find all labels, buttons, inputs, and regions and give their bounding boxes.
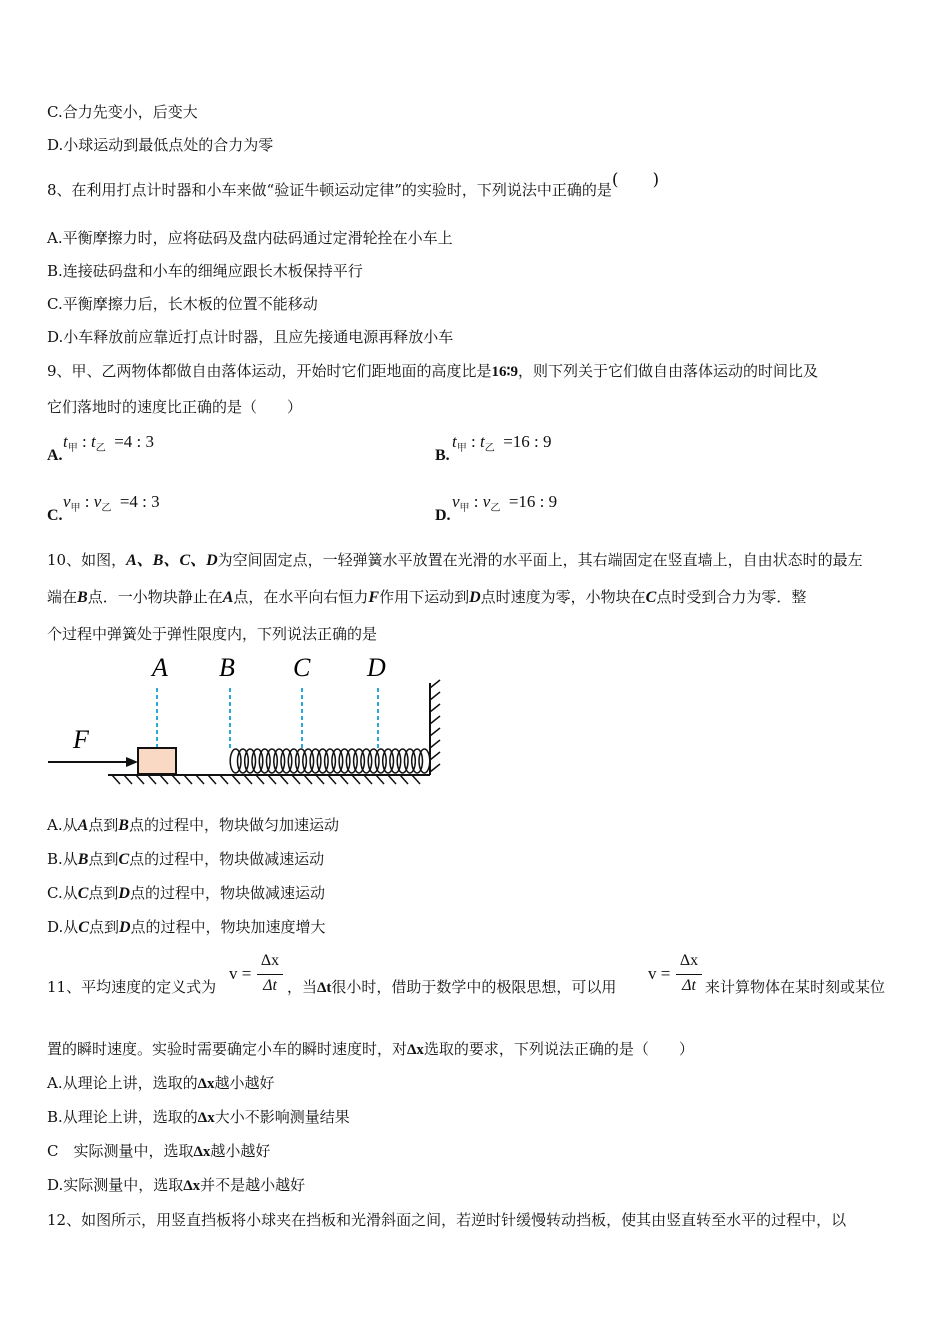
q9-height-ratio: 16∶9 [491,364,518,380]
q8-stem-text: 8、在利用打点计时器和小车来做“验证牛顿运动定律”的实验时，下列说法中正确的是 [47,181,612,199]
figure-label-d: D [367,653,386,682]
q8-option-d: D.小车释放前应靠近打点计时器，且应先接通电源再释放小车 [47,328,454,346]
q11-option-b: B.从理论上讲，选取的Δx大小不影响测量结果 [47,1108,350,1126]
q9-option-b-formula: $t_甲$ : $t_乙 =16$ : 9 [452,432,552,454]
q12-stem: 12、如图所示，用竖直挡板将小球夹在挡板和光滑斜面之间，若逆时针缓慢转动挡板，使其由竖直转至水平的过程中，以 [47,1211,847,1229]
figure-label-b: B [219,653,235,682]
q11-stem-line1-end: 来计算物体在某时刻或某位 [705,978,886,996]
q10-option-c: C.从C点到D点的过程中，物块做减速运动 [47,884,325,902]
q10-stem-line1: 10、如图，A、B、C、D为空间固定点，一轻弹簧水平放置在光滑的水平面上，其右端固定在竖直墙上，自由状态时的最左 [47,551,863,569]
q7-option-c: C.合力先变小，后变大 [47,103,198,121]
q11-stem-line1-mid: ，当Δt很小时，借助于数学中的极限思想，可以用 [287,978,617,996]
spring-coil [419,749,430,773]
q8-option-c: C.平衡摩擦力后，长木板的位置不能移动 [47,295,318,313]
q11-formula-lhs-2: v = [648,964,671,983]
q9-stem-line2: 它们落地时的速度比正确的是（ ） [47,398,303,416]
force-arrowhead [126,757,138,767]
figure-label-c: C [293,653,311,682]
q7-option-d: D.小球运动到最低点处的合力为零 [47,136,274,154]
q9-option-c-formula: $v_甲$ : $v_乙 =4$ : 3 [63,492,160,514]
q9-option-b-label: B. [435,447,450,464]
q8-answer-paren: ( ) [611,170,660,190]
block [138,748,176,774]
q10-points: A、B、C、D [126,552,218,569]
q9-option-a-label: A. [47,447,63,464]
wall-hatching [430,680,440,772]
q10-option-d: D.从C点到D点的过程中，物块加速度增大 [47,918,326,936]
figure-label-a: A [152,653,168,682]
q11-fraction-2: Δx Δt [676,952,702,998]
q8-option-b: B.连接砝码盘和小车的细绳应跟长木板保持平行 [47,262,363,280]
q10-stem-line2: 端在B点．一小物块静止在A点，在水平向右恒力F作用下运动到D点时速度为零，小物块在C点时受到合力为零．整 [47,588,807,606]
q9-option-a-formula: $t_甲$ : $t_乙 =4$ : 3 [63,432,155,454]
q11-fraction-1: Δx Δt [257,952,283,998]
q9-option-d-formula: $v_甲$ : $v_乙 =16$ : 9 [452,492,558,514]
q8-stem [47,170,660,200]
spring-block-figure [40,650,450,790]
q9-option-c-label: C. [47,507,63,524]
q11-formula-lhs-1: v = [229,964,252,983]
force-label: F [73,725,89,754]
q9-stem-text-1: 9、甲、乙两物体都做自由落体运动，开始时它们距地面的高度比是 [47,362,492,380]
q11-option-c: C 实际测量中，选取Δx越小越好 [47,1142,271,1160]
q10-option-a: A.从A点到B点的过程中，物块做匀加速运动 [47,816,339,834]
q11-stem-line2: 置的瞬时速度。实验时需要确定小车的瞬时速度时，对Δx选取的要求，下列说法正确的是（ ） [47,1040,694,1058]
q11-option-d: D.实际测量中，选取Δx并不是越小越好 [47,1176,306,1194]
q11-stem-text-1: 11、平均速度的定义式为 [47,978,217,996]
q11-option-a: A.从理论上讲，选取的Δx越小越好 [47,1074,275,1092]
q10-option-b: B.从B点到C点的过程中，物块做减速运动 [47,850,325,868]
q8-option-a: A.平衡摩擦力时，应将砝码及盘内砝码通过定滑轮拴在小车上 [47,229,453,247]
q9-stem-line1 [47,361,818,382]
q9-stem-text-2: ，则下列关于它们做自由落体运动的时间比及 [517,362,818,380]
q9-option-d-label: D. [435,507,451,524]
spring [230,749,430,773]
q10-stem-line3: 个过程中弹簧处于弹性限度内，下列说法正确的是 [47,625,378,643]
ground-hatching [112,775,420,784]
